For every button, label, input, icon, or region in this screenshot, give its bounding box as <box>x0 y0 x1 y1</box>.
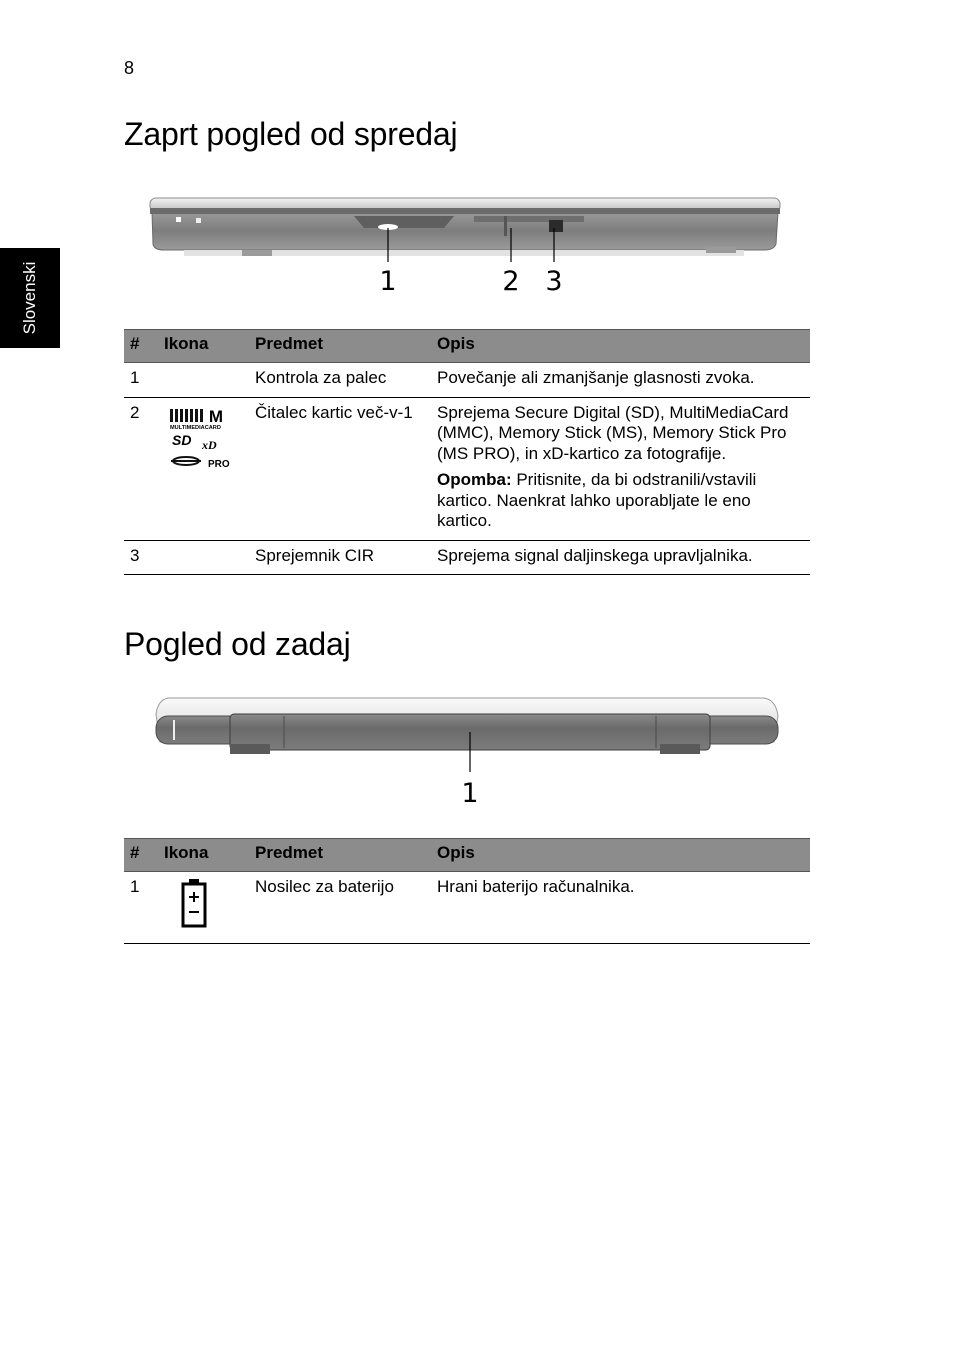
row-icon <box>158 363 249 398</box>
rear-view-figure <box>124 692 810 810</box>
table-header-row <box>124 839 810 872</box>
callout-1: 1 <box>379 266 397 297</box>
table-row <box>124 397 810 540</box>
header-desc: Opis <box>431 330 810 363</box>
table-header-row <box>124 330 810 363</box>
language-tab-label: Slovenski <box>20 261 39 335</box>
front-view-title: Zaprt pogled od spredaj <box>124 116 458 152</box>
rear-view-title: Pogled od zadaj <box>124 626 351 662</box>
header-item: Predmet <box>249 330 431 363</box>
row-desc: Hrani baterijo računalnika. <box>431 872 810 944</box>
xd-logo: xD <box>202 437 217 452</box>
row-icon <box>158 397 249 540</box>
row-num: 1 <box>124 872 158 944</box>
row-num: 3 <box>124 540 158 575</box>
language-tab <box>0 248 60 348</box>
table-row <box>124 363 810 398</box>
row-desc: Povečanje ali zmanjšanje glasnosti zvoka. <box>431 363 810 398</box>
row-desc: Sprejema Secure Digital (SD), MultiMediaCard (MMC), Memory Stick (MS), Memory Stick Pro (MS PRO), in xD-kartico za fotografije. <box>437 402 789 463</box>
row-item: Kontrola za palec <box>249 363 431 398</box>
row-item: Sprejemnik CIR <box>249 540 431 575</box>
battery-icon <box>176 877 216 929</box>
row-num: 1 <box>124 363 158 398</box>
note-label: Opomba: <box>437 470 512 489</box>
front-view-table <box>124 329 810 575</box>
row-item: Nosilec za baterijo <box>249 872 431 944</box>
row-desc-cell <box>431 397 810 540</box>
row-icon <box>158 540 249 575</box>
table-row <box>124 872 810 944</box>
header-icon: Ikona <box>158 839 249 872</box>
front-view-figure <box>124 192 810 302</box>
pro-logo: PRO <box>208 458 230 470</box>
table-row <box>124 540 810 575</box>
mmc-text: MULTIMEDIACARD <box>170 424 221 431</box>
row-num: 2 <box>124 397 158 540</box>
row-note <box>437 470 804 532</box>
note-text: Pritisnite, da bi odstranili/vstavili kartico. Naenkrat lahko uporabljate le eno kartico. <box>437 470 757 530</box>
callout-2: 2 <box>502 266 520 297</box>
mmc-letter: M <box>208 406 224 426</box>
memory-card-logos-icon <box>168 403 238 471</box>
page-number: 8 <box>124 58 135 78</box>
row-desc: Sprejema signal daljinskega upravljalnika. <box>431 540 810 575</box>
callout-1: 1 <box>461 778 479 809</box>
sd-logo: SD <box>172 431 192 448</box>
callout-3: 3 <box>545 266 563 297</box>
header-item: Predmet <box>249 839 431 872</box>
laptop-rear-illustration <box>124 692 810 772</box>
header-desc: Opis <box>431 839 810 872</box>
header-num: # <box>124 839 158 872</box>
rear-view-table <box>124 838 810 944</box>
header-icon: Ikona <box>158 330 249 363</box>
header-num: # <box>124 330 158 363</box>
laptop-front-illustration <box>124 192 810 262</box>
row-item: Čitalec kartic več-v-1 <box>249 397 431 540</box>
row-icon <box>158 872 249 944</box>
